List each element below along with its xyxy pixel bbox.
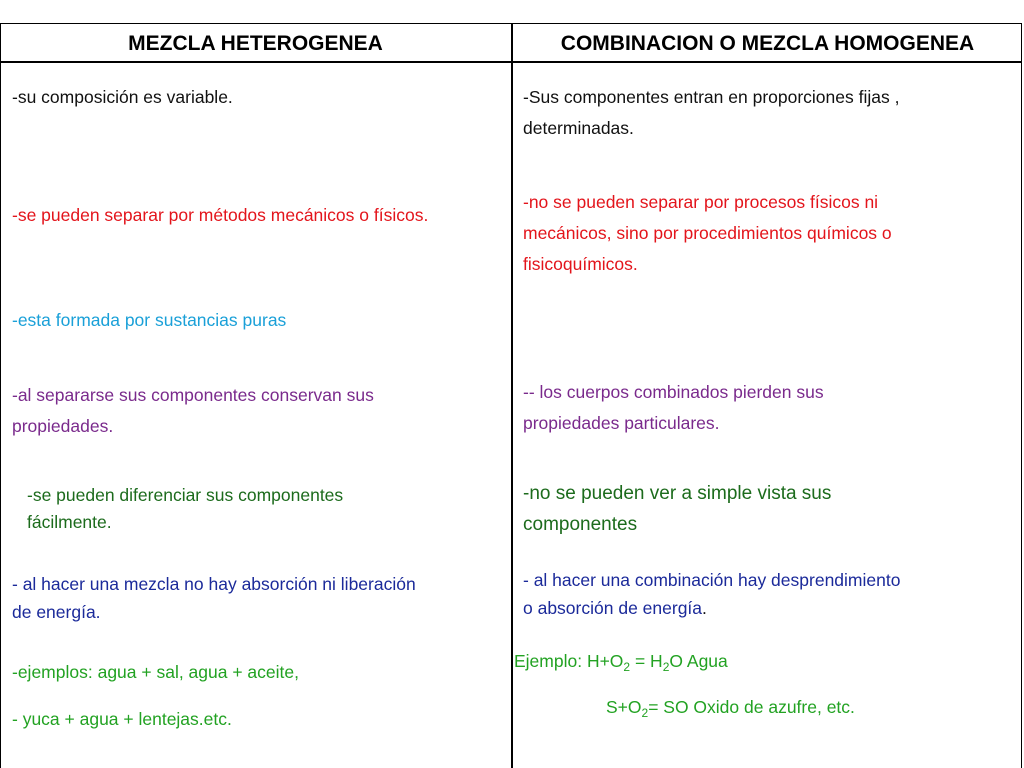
right-properties-line2: propiedades particulares. <box>523 413 720 433</box>
left-energy-line1: - al hacer una mezcla no hay absorción ni liberación <box>12 574 416 594</box>
right-energy-line2 <box>523 594 900 622</box>
right-visible-line1: -no se pueden ver a simple vista sus <box>523 483 832 504</box>
right-separation <box>523 187 892 280</box>
right-separation-line2: mecánicos, sino por procedimientos químicos o <box>523 223 892 243</box>
right-composition <box>523 82 899 144</box>
right-composition-line2: determinadas. <box>523 118 634 138</box>
column-divider <box>511 23 513 768</box>
left-energy <box>12 570 416 626</box>
header-homogeneous: COMBINACION O MEZCLA HOMOGENEA <box>560 32 975 55</box>
right-properties <box>523 377 824 439</box>
left-differentiate <box>27 482 343 536</box>
left-examples-line2: - yuca + agua + lentejas.etc. <box>12 709 232 729</box>
header-heterogeneous: MEZCLA HETEROGENEA <box>128 32 383 55</box>
left-properties <box>12 380 374 442</box>
right-composition-line1: -Sus componentes entran en proporciones fijas , <box>523 87 900 107</box>
left-differentiate-line2: fácilmente. <box>27 512 112 532</box>
right-example-sulfur <box>606 692 855 729</box>
example-sulfur-suffix: = SO Oxido de azufre, etc. <box>648 697 855 717</box>
example-water-prefix: Ejemplo: H+O <box>514 651 624 671</box>
example-water-sub2: 2 <box>662 660 670 674</box>
example-water-sub1: 2 <box>623 660 631 674</box>
example-sulfur-sub1: 2 <box>641 706 649 720</box>
left-energy-line2: de energía. <box>12 602 101 622</box>
left-composition: -su composición es variable. <box>12 87 233 107</box>
left-examples-line1: -ejemplos: agua + sal, agua + aceite, <box>12 662 299 682</box>
right-properties-line1: -- los cuerpos combinados pierden sus <box>523 382 824 402</box>
left-properties-line2: propiedades. <box>12 416 114 436</box>
right-energy-period: . <box>702 598 707 618</box>
right-energy-line2-text: o absorción de energía <box>523 598 703 618</box>
example-water-mid: = H <box>630 651 663 671</box>
example-sulfur-prefix: S+O <box>606 697 642 717</box>
right-separation-line1: -no se pueden separar por procesos físicos ni <box>523 192 879 212</box>
left-properties-line1: -al separarse sus componentes conservan sus <box>12 385 374 405</box>
left-separation: -se pueden separar por métodos mecánicos o físicos. <box>12 205 429 225</box>
right-energy <box>523 566 900 622</box>
left-pure-substances: -esta formada por sustancias puras <box>12 310 287 330</box>
example-water-suffix: O Agua <box>669 651 728 671</box>
right-example-water <box>514 646 728 683</box>
right-visible <box>523 478 831 540</box>
left-differentiate-line1: -se pueden diferenciar sus componentes <box>27 485 344 505</box>
right-visible-line2: componentes <box>523 514 638 535</box>
right-energy-line1: - al hacer una combinación hay desprendimiento <box>523 570 901 590</box>
right-separation-line3: fisicoquímicos. <box>523 254 638 274</box>
